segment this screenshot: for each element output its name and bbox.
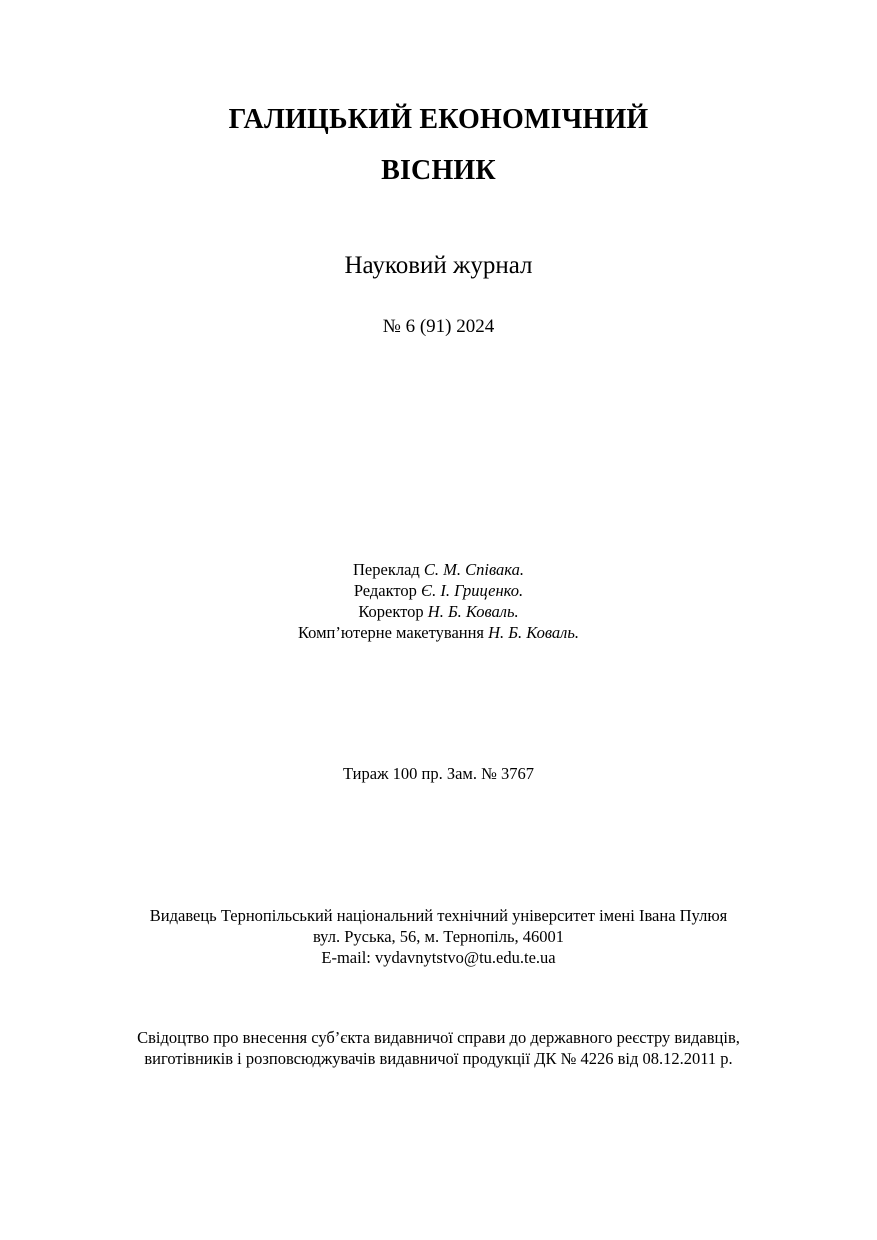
credit-person: Є. І. Гриценко. <box>421 581 524 600</box>
issue-number: № 6 (91) 2024 <box>382 316 495 337</box>
credit-person: Н. Б. Коваль. <box>488 623 579 642</box>
credit-editor <box>0 580 877 601</box>
certificate-line2: виготівників і розповсюджувачів видавничої продукції ДК № 4226 від 08.12.2011 р. <box>144 1049 733 1068</box>
print-run: Тираж 100 пр. Зам. № 3767 <box>343 764 534 783</box>
credit-layout <box>0 622 877 643</box>
credit-role: Редактор <box>353 581 417 600</box>
journal-subtitle: Науковий журнал <box>344 252 533 279</box>
publisher-name: Видавець Тернопільський національний технічний університет імені Івана Пулюя <box>149 906 728 925</box>
journal-title-line2: ВІСНИК <box>381 155 496 186</box>
credit-person: С. М. Співака. <box>423 560 524 579</box>
credit-person: Н. Б. Коваль. <box>427 602 519 621</box>
journal-title-line1: ГАЛИЦЬКИЙ ЕКОНОМІЧНИЙ <box>228 104 649 135</box>
publisher-address: вул. Руська, 56, м. Тернопіль, 46001 <box>312 927 565 946</box>
certificate-line1: Свідоцтво про внесення суб’єкта видавничої справи до державного реєстру видавців, <box>137 1028 740 1047</box>
credit-translation <box>0 559 877 580</box>
publisher-email: E-mail: vydavnytstvo@tu.edu.te.ua <box>321 948 556 967</box>
credit-role: Коректор <box>358 602 424 621</box>
credit-role: Переклад <box>353 560 420 579</box>
credit-role: Комп’ютерне макетування <box>297 623 485 642</box>
credit-proofreader <box>0 601 877 622</box>
